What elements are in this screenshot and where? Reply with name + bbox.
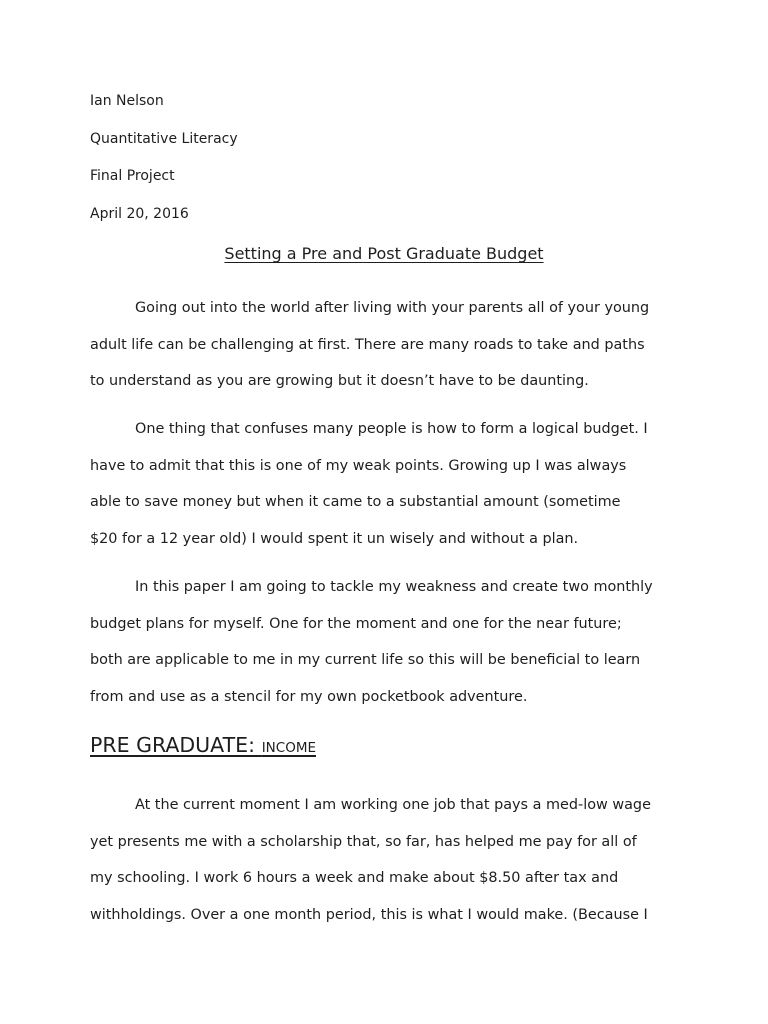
paragraph-line: Going out into the world after living with your parents all of your young (135, 300, 650, 316)
paragraph-line: budget plans for myself. One for the moment and one for the near future; (90, 615, 622, 632)
body-paragraph-2 (90, 411, 682, 557)
section-heading (90, 733, 316, 757)
paragraph-line: both are applicable to me in my current life so this will be beneficial to learn (90, 652, 641, 668)
paragraph-line: withholdings. Over a one month period, this is what I would make. (Because I (90, 906, 648, 923)
document-title-text: Setting a Pre and Post Graduate Budget (224, 244, 544, 263)
section-heading-sub: INCOME (261, 740, 317, 756)
paragraph-line: One thing that confuses many people is how to form a logical budget. I (135, 421, 648, 437)
course-name: Quantitative Literacy (90, 131, 238, 147)
section-heading-main: PRE GRADUATE: (90, 733, 256, 757)
paragraph-line: able to save money but when it came to a substantial amount (sometime (90, 494, 621, 510)
paragraph-line: In this paper I am going to tackle my weakness and create two monthly (135, 579, 653, 595)
project-name: Final Project (90, 168, 175, 184)
paragraph-line: my schooling. I work 6 hours a week and make about $8.50 after tax and (90, 870, 619, 886)
document-date: April 20, 2016 (90, 206, 189, 222)
section-paragraph (90, 787, 682, 933)
author-name: Ian Nelson (90, 93, 164, 109)
paragraph-line: to understand as you are growing but it doesn’t have to be daunting. (90, 373, 589, 389)
paragraph-line: yet presents me with a scholarship that, so far, has helped me pay for all of (90, 833, 637, 850)
body-paragraph-3 (90, 569, 682, 715)
paragraph-line: adult life can be challenging at first. There are many roads to take and paths (90, 336, 645, 353)
document-title (0, 243, 768, 265)
paragraph-line: $20 for a 12 year old) I would spent it un wisely and without a plan. (90, 530, 579, 547)
paragraph-line: have to admit that this is one of my weak points. Growing up I was always (90, 457, 627, 474)
paragraph-line: At the current moment I am working one job that pays a med-low wage (135, 797, 651, 813)
body-paragraph-1 (90, 290, 682, 400)
paragraph-line: from and use as a stencil for my own pocketbook adventure. (90, 688, 528, 705)
